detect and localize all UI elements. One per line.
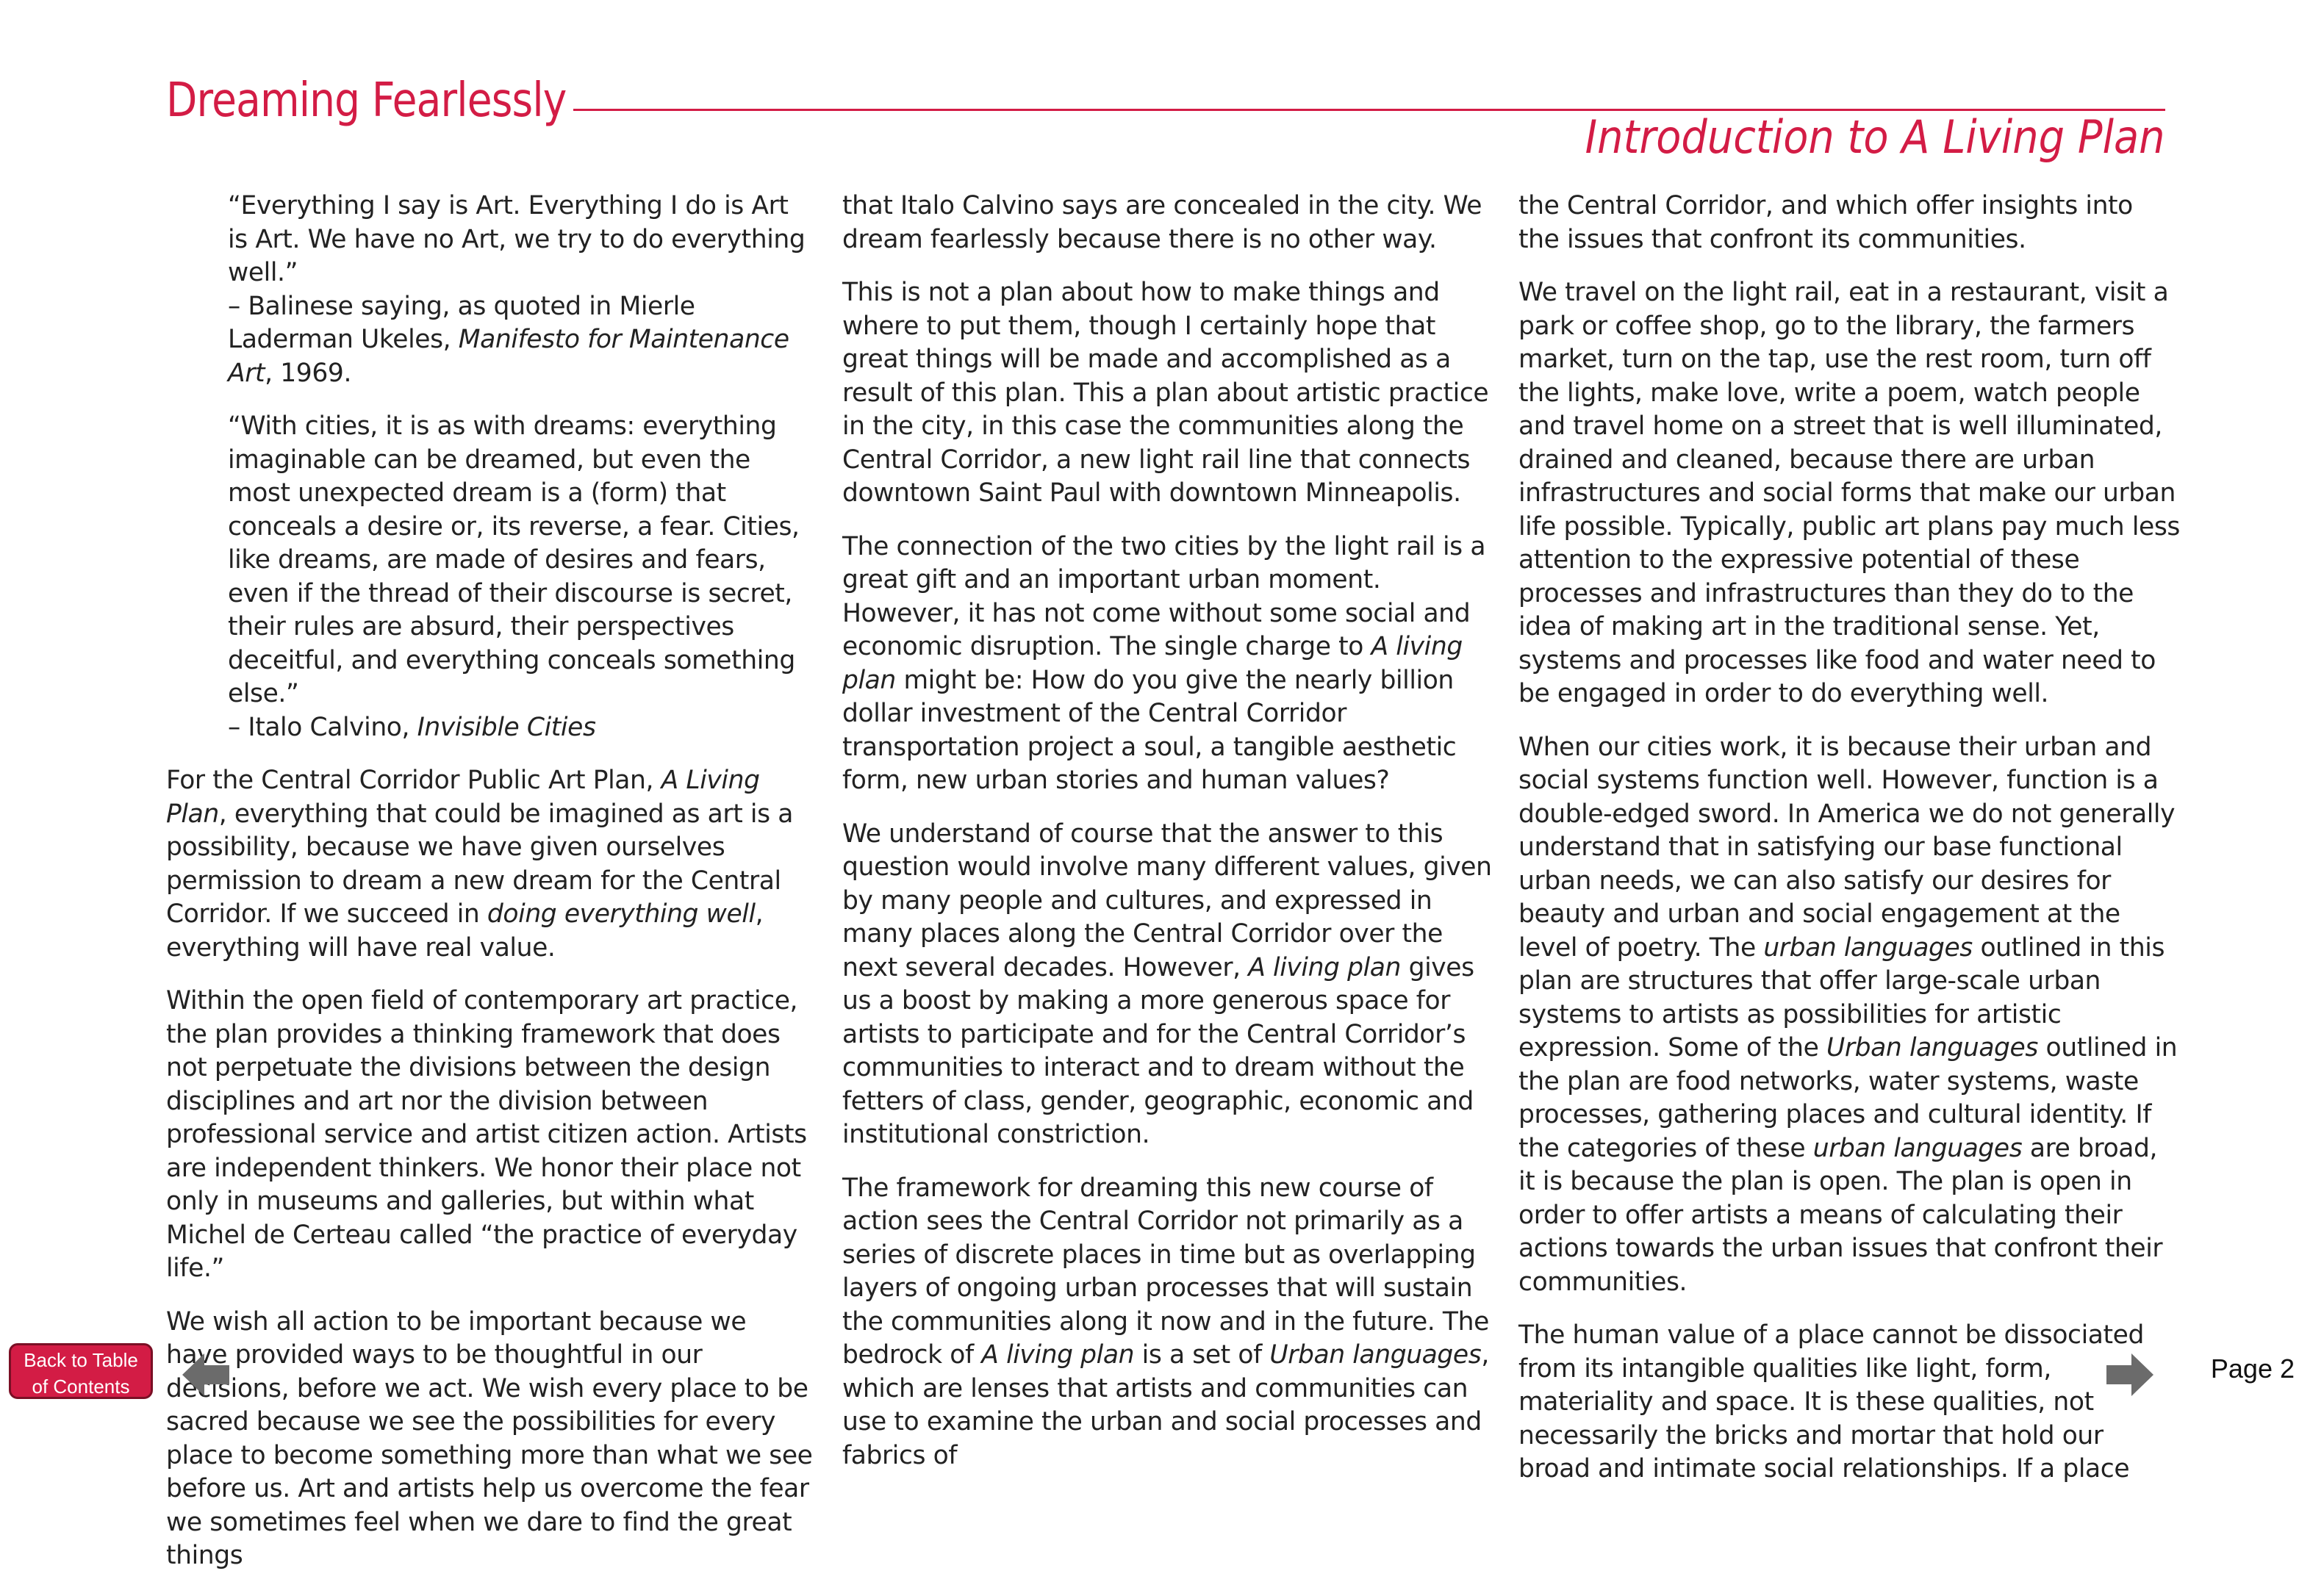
text-run: We understand of course that the answer to this question would involve many different values, given by many people and cultures, and expressed in many places along the Central Corridor over the next several decades. However,	[842, 819, 1492, 982]
italic-text: A living plan	[1248, 952, 1402, 982]
italic-text: urban languages	[1812, 1133, 2023, 1163]
body-paragraph	[1518, 1319, 2180, 1486]
text-run: are broad, it is because the plan is open. The plan is open in order to offer artists a means of calculating their actions towards the urban issues that confront their communities.	[1518, 1133, 2163, 1297]
text-run: outlined in this plan are structures that offer large-scale urban systems to artists as possibilities for artistic expression. Some of the	[1518, 932, 2165, 1062]
section-subtitle: Introduction to A Living Plan	[1585, 110, 2165, 164]
text-run: The connection of the two cities by the light rail is a great gift and an important urban moment. However, it has not come without some social and economic disruption. The single charge to	[842, 531, 1486, 661]
italic-text: doing everything well	[487, 899, 756, 929]
text-run: “Everything I say is Art. Everything I do is Art is Art. We have no Art, we try to do everything well.”	[228, 191, 806, 287]
text-column-3	[1518, 190, 2180, 1506]
text-column-2	[842, 190, 1504, 1492]
text-run: We wish all action to be important because we have provided ways to be thoughtful in our decisions, before we act. We wish every place to be sacred because we see the possibilities for every place to become something more than what we see before us. Art and artists help us overcome the fear we sometimes feel when we dare to find the great things	[166, 1306, 813, 1570]
page-title: Dreaming Fearlessly	[166, 73, 567, 128]
text-run: outlined in the plan are food networks, water systems, waste processes, gathering places and cultural identity. If the categories of these	[1518, 1033, 2178, 1163]
italic-text: Urban languages	[1826, 1033, 2038, 1062]
epigraph-quote	[166, 190, 813, 390]
body-paragraph	[842, 531, 1504, 798]
text-run: might be: How do you give the nearly billion dollar investment of the Central Corridor transportation project a soul, a tangible aesthetic form, new urban stories and human values?	[842, 665, 1457, 795]
text-run: The framework for dreaming this new course of action sees the Central Corridor not primarily as a series of discrete places in time but as overlapping layers of ongoing urban processes that will sustain the communities along it now and in the future. The bedrock of	[842, 1173, 1489, 1370]
text-run: We travel on the light rail, eat in a restaurant, visit a park or coffee shop, go to the library, the farmers market, turn on the tap, use the rest room, turn off the lights, make love, write a poem, watch people and travel home on a street that is well illuminated, drained and cleaned, because there are urban infrastructures and social forms that make our urban life possible. Typically, public art plans pay much less attention to the expressive potential of these processes and infrastructures than they do to the idea of making art in the traditional sense. Yet, systems and processes like food and water need to be engaged in order to do everything well.	[1518, 278, 2181, 708]
text-run: When our cities work, it is because their urban and social systems function well. However, function is a double-edged sword. In America we do not generally understand that in satisfying our base functional urban needs, we can also satisfy our desires for beauty and urban and social engagement at the level of poetry. The	[1518, 732, 2176, 963]
text-run: – Balinese saying, as quoted in Mierle Laderman Ukeles,	[228, 291, 695, 354]
body-paragraph	[842, 818, 1504, 1152]
text-run: that Italo Calvino says are concealed in the city. We dream fearlessly because there is no other way.	[842, 191, 1482, 254]
text-run: the Central Corridor, and which offer insights into the issues that confront its communities.	[1518, 191, 2133, 254]
text-run: Within the open field of contemporary art practice, the plan provides a thinking framework that does not perpetuate the divisions between the design disciplines and art nor the division between professional service and artist citizen action. Artists are independent thinkers. We honor their place not only in museums and galleries, but within what Michel de Certeau called “the practice of everyday life.”	[166, 986, 807, 1283]
italic-text: urban languages	[1763, 932, 1973, 963]
body-paragraph	[842, 190, 1504, 256]
text-run: gives us a boost by making a more generous space for artists to participate and for the Central Corridor’s communities to interact and to dream without the fetters of class, gender, geographic, economic and institutional constriction.	[842, 952, 1474, 1149]
toc-button-line-1: Back to Table	[24, 1349, 138, 1371]
italic-text: A living plan	[842, 632, 1463, 695]
italic-text: Invisible Cities	[417, 712, 596, 742]
text-run: For the Central Corridor Public Art Plan,	[166, 766, 661, 795]
text-run: – Italo Calvino,	[228, 712, 417, 742]
toc-button-line-2: of Contents	[32, 1376, 130, 1398]
text-run: This is not a plan about how to make things and where to put them, though I certainly hope that great things will be made and accomplished as a result of this plan. This a plan about artistic practice in the city, in this case the communities along the Central Corridor, a new light rail line that connects downtown Saint Paul with downtown Minneapolis.	[842, 278, 1489, 508]
body-paragraph	[166, 764, 813, 965]
text-run: , everything will have real value.	[166, 899, 764, 963]
body-paragraph	[166, 1306, 813, 1573]
text-run: is a set of	[1134, 1340, 1270, 1370]
italic-text: A living plan	[981, 1340, 1135, 1370]
text-run: , which are lenses that artists and communities can use to examine the urban and social processes and fabrics of	[842, 1340, 1489, 1470]
right-arrow-icon[interactable]	[2106, 1353, 2153, 1396]
body-paragraph	[842, 1172, 1504, 1473]
next-arrow-shape	[2106, 1353, 2153, 1396]
prev-arrow-shape	[182, 1353, 229, 1396]
text-column-1	[166, 190, 813, 1593]
body-paragraph	[842, 276, 1504, 511]
italic-text: Urban languages	[1269, 1340, 1482, 1370]
text-run: , everything that could be imagined as art is a possibility, because we have given ourselves permission to dream a new dream for the Central Corridor. If we succeed in	[166, 799, 793, 929]
page-number: Page 2	[2210, 1353, 2295, 1384]
text-run: “With cities, it is as with dreams: everything imaginable can be dreamed, but even the most unexpected dream is a (form) that conceals a desire or, its reverse, a fear. Cities, like dreams, are made of desires and fears, even if the thread of their discourse is secret, their rules are absurd, their perspectives deceitful, and everything conceals something else.”	[228, 411, 800, 708]
left-arrow-icon[interactable]	[182, 1353, 229, 1396]
epigraph-quote	[166, 410, 813, 744]
body-paragraph	[1518, 190, 2180, 256]
back-to-toc-button[interactable]	[9, 1343, 153, 1399]
text-run: The human value of a place cannot be dissociated from its intangible qualities like light, form, materiality and space. It is these qualities, not necessarily the bricks and mortar that hold our broad and intimate social relationships. If a place	[1518, 1320, 2144, 1484]
body-paragraph	[1518, 276, 2180, 711]
italic-text: Manifesto for Maintenance Art	[228, 325, 789, 388]
italic-text: A Living Plan	[166, 766, 760, 829]
body-paragraph	[166, 985, 813, 1286]
body-paragraph	[1518, 731, 2180, 1300]
text-run: , 1969.	[265, 358, 352, 388]
